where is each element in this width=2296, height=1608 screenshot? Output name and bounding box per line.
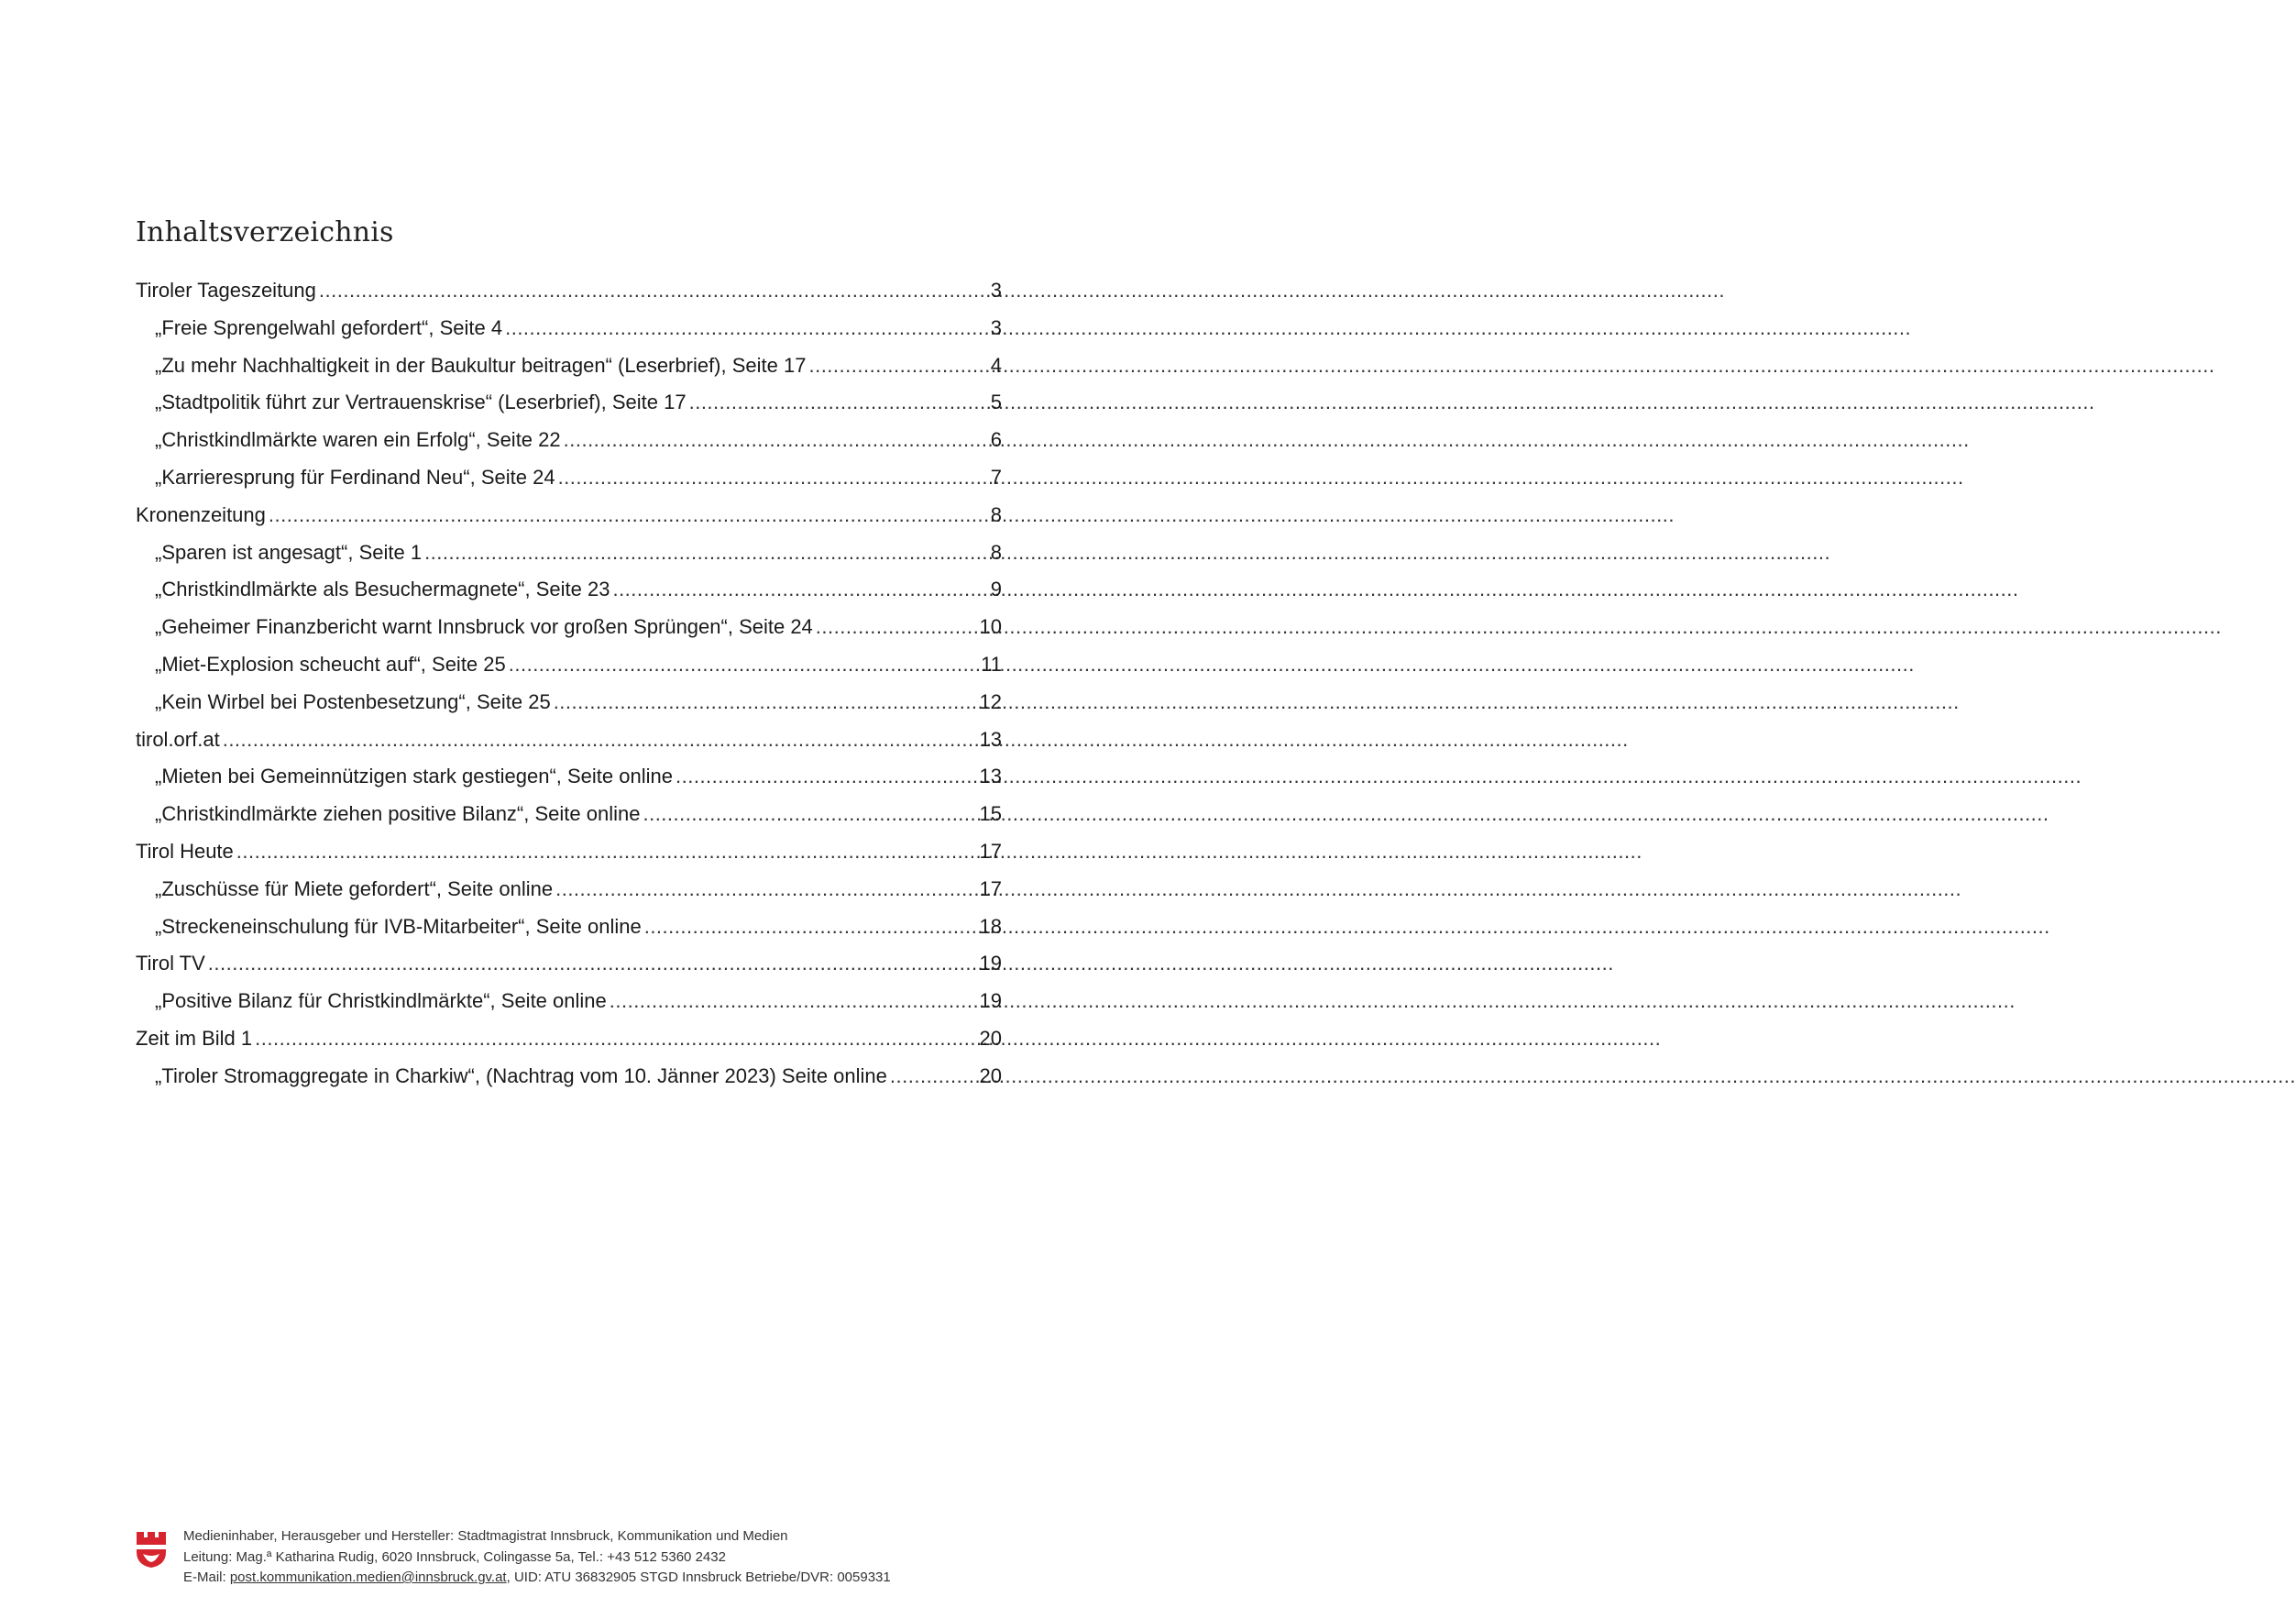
toc-dot-leader [890, 1064, 977, 1088]
toc-page-number: 8 [990, 502, 1002, 526]
toc-page-number: 18 [979, 914, 1002, 938]
toc-page-number: 4 [990, 353, 1002, 377]
toc-page-number: 10 [979, 615, 1002, 639]
toc-entry-title: „Zu mehr Nachhaltigkeit in der Baukultur beitragen“ (Leserbrief), Seite 17 [155, 353, 807, 377]
footer-email-link[interactable]: post.kommunikation.medien@innsbruck.gv.at [229, 1569, 507, 1585]
toc-article-entry[interactable] [136, 915, 1002, 953]
toc-page-number: 17 [979, 876, 1002, 900]
footer-line-contact [183, 1568, 891, 1589]
toc-section-entry[interactable] [136, 1027, 1002, 1064]
toc-entry-title: tirol.orf.at [136, 727, 220, 751]
toc-section-entry[interactable] [136, 840, 1002, 877]
toc-page-number: 3 [990, 279, 1002, 302]
footer-uid-dvr: , UID: ATU 36832905 STGD Innsbruck Betriebe/DVR: 0059331 [506, 1569, 891, 1585]
toc-entry-title: „Miet-Explosion scheucht auf“, Seite 25 [155, 652, 506, 676]
toc-dot-leader [816, 615, 977, 639]
toc-entry-title: Tirol Heute [136, 839, 234, 863]
toc-entry-title: „Christkindlmärkte als Besuchermagnete“, Seite 23 [155, 578, 610, 601]
toc-dot-leader [255, 1027, 976, 1051]
toc-dot-leader [555, 877, 976, 901]
toc-page-number: 6 [990, 428, 1002, 452]
toc-dot-leader [424, 541, 988, 565]
toc-dot-leader [269, 503, 988, 527]
toc-article-entry[interactable] [136, 391, 1002, 428]
footer-line-publisher: Medieninhaber, Herausgeber und Hersteller: Stadtmagistrat Innsbruck, Kommunikation und Medien [183, 1528, 788, 1544]
innsbruck-logo-icon [136, 1530, 167, 1569]
toc-entry-title: „Sparen ist angesagt“, Seite 1 [155, 540, 423, 564]
toc-article-entry[interactable] [136, 428, 1002, 466]
toc-page-number: 3 [990, 315, 1002, 339]
toc-dot-leader [564, 428, 988, 452]
toc-entry-title: Tirol TV [136, 952, 205, 975]
toc-dot-leader [319, 279, 988, 303]
toc-entry-title: „Geheimer Finanzbericht warnt Innsbruck vor großen Sprüngen“, Seite 24 [155, 615, 813, 639]
toc-dot-leader [643, 802, 976, 826]
toc-article-entry[interactable] [136, 877, 1002, 915]
toc-article-entry[interactable] [136, 541, 1002, 578]
toc-dot-leader [558, 466, 988, 490]
toc-dot-leader [644, 915, 977, 939]
toc-dot-leader [505, 316, 988, 340]
toc-dot-leader [208, 952, 977, 975]
footer-imprint [183, 1526, 891, 1589]
footer-line-management: Leitung: Mag.ª Katharina Rudig, 6020 Innsbruck, Colingasse 5a, Tel.: +43 512 5360 2432 [183, 1548, 726, 1565]
toc-dot-leader [509, 653, 978, 677]
toc-page-number: 19 [979, 989, 1002, 1013]
toc-page-number: 15 [979, 802, 1002, 826]
toc-entry-title: „Freie Sprengelwahl gefordert“, Seite 4 [155, 315, 503, 339]
toc-entry-title: „Christkindlmärkte waren ein Erfolg“, Seite 22 [155, 428, 561, 452]
toc-entry-title: Kronenzeitung [136, 502, 266, 526]
toc-article-entry[interactable] [136, 989, 1002, 1027]
toc-dot-leader [236, 840, 977, 864]
toc-page-number: 17 [979, 839, 1002, 863]
toc-page-number: 12 [979, 689, 1002, 713]
toc-page-number: 5 [990, 391, 1002, 414]
toc-page-number: 19 [979, 952, 1002, 975]
toc-dot-leader [676, 765, 977, 788]
toc-page-number: 8 [990, 540, 1002, 564]
toc-dot-leader [612, 578, 987, 601]
toc-section-entry[interactable] [136, 279, 1002, 316]
toc-dot-leader [689, 391, 988, 414]
table-of-contents [136, 279, 1002, 1102]
toc-dot-leader [610, 989, 977, 1013]
toc-entry-title: „Karrieresprung für Ferdinand Neu“, Seite 24 [155, 465, 555, 489]
toc-page-number: 7 [990, 465, 1002, 489]
toc-section-entry[interactable] [136, 728, 1002, 765]
toc-entry-title: „Streckeneinschulung für IVB-Mitarbeiter“, Seite online [155, 914, 642, 938]
toc-page-number: 11 [981, 652, 1002, 676]
page-title: Inhaltsverzeichnis [136, 216, 394, 248]
toc-article-entry[interactable] [136, 466, 1002, 503]
toc-page-number: 20 [979, 1063, 1002, 1087]
toc-article-entry[interactable] [136, 690, 1002, 728]
toc-page-number: 13 [979, 727, 1002, 751]
toc-entry-title: „Kein Wirbel bei Postenbesetzung“, Seite 25 [155, 689, 551, 713]
toc-article-entry[interactable] [136, 578, 1002, 615]
toc-article-entry[interactable] [136, 354, 1002, 391]
toc-article-entry[interactable] [136, 316, 1002, 354]
toc-entry-title: Tiroler Tageszeitung [136, 279, 316, 302]
footer-email-label: E-Mail: [183, 1569, 230, 1585]
toc-entry-title: „Stadtpolitik führt zur Vertrauenskrise“ (Leserbrief), Seite 17 [155, 391, 687, 414]
toc-section-entry[interactable] [136, 503, 1002, 541]
toc-entry-title: Zeit im Bild 1 [136, 1026, 253, 1050]
toc-dot-leader [808, 354, 987, 378]
toc-entry-title: „Tiroler Stromaggregate in Charkiw“, (Nachtrag vom 10. Jänner 2023) Seite online [155, 1063, 887, 1087]
toc-entry-title: „Positive Bilanz für Christkindlmärkte“, Seite online [155, 989, 607, 1013]
toc-article-entry[interactable] [136, 802, 1002, 840]
toc-article-entry[interactable] [136, 653, 1002, 690]
toc-entry-title: „Mieten bei Gemeinnützigen stark gestiegen“, Seite online [155, 765, 673, 788]
toc-dot-leader [223, 728, 977, 752]
toc-article-entry[interactable] [136, 615, 1002, 653]
toc-page-number: 20 [979, 1026, 1002, 1050]
toc-entry-title: „Zuschüsse für Miete gefordert“, Seite online [155, 876, 554, 900]
toc-section-entry[interactable] [136, 952, 1002, 989]
toc-page-number: 9 [990, 578, 1002, 601]
toc-article-entry[interactable] [136, 1064, 1002, 1102]
toc-entry-title: „Christkindlmärkte ziehen positive Bilanz“, Seite online [155, 802, 641, 826]
toc-page-number: 13 [979, 765, 1002, 788]
toc-dot-leader [554, 690, 977, 714]
footer [136, 1526, 1002, 1589]
toc-article-entry[interactable] [136, 765, 1002, 802]
